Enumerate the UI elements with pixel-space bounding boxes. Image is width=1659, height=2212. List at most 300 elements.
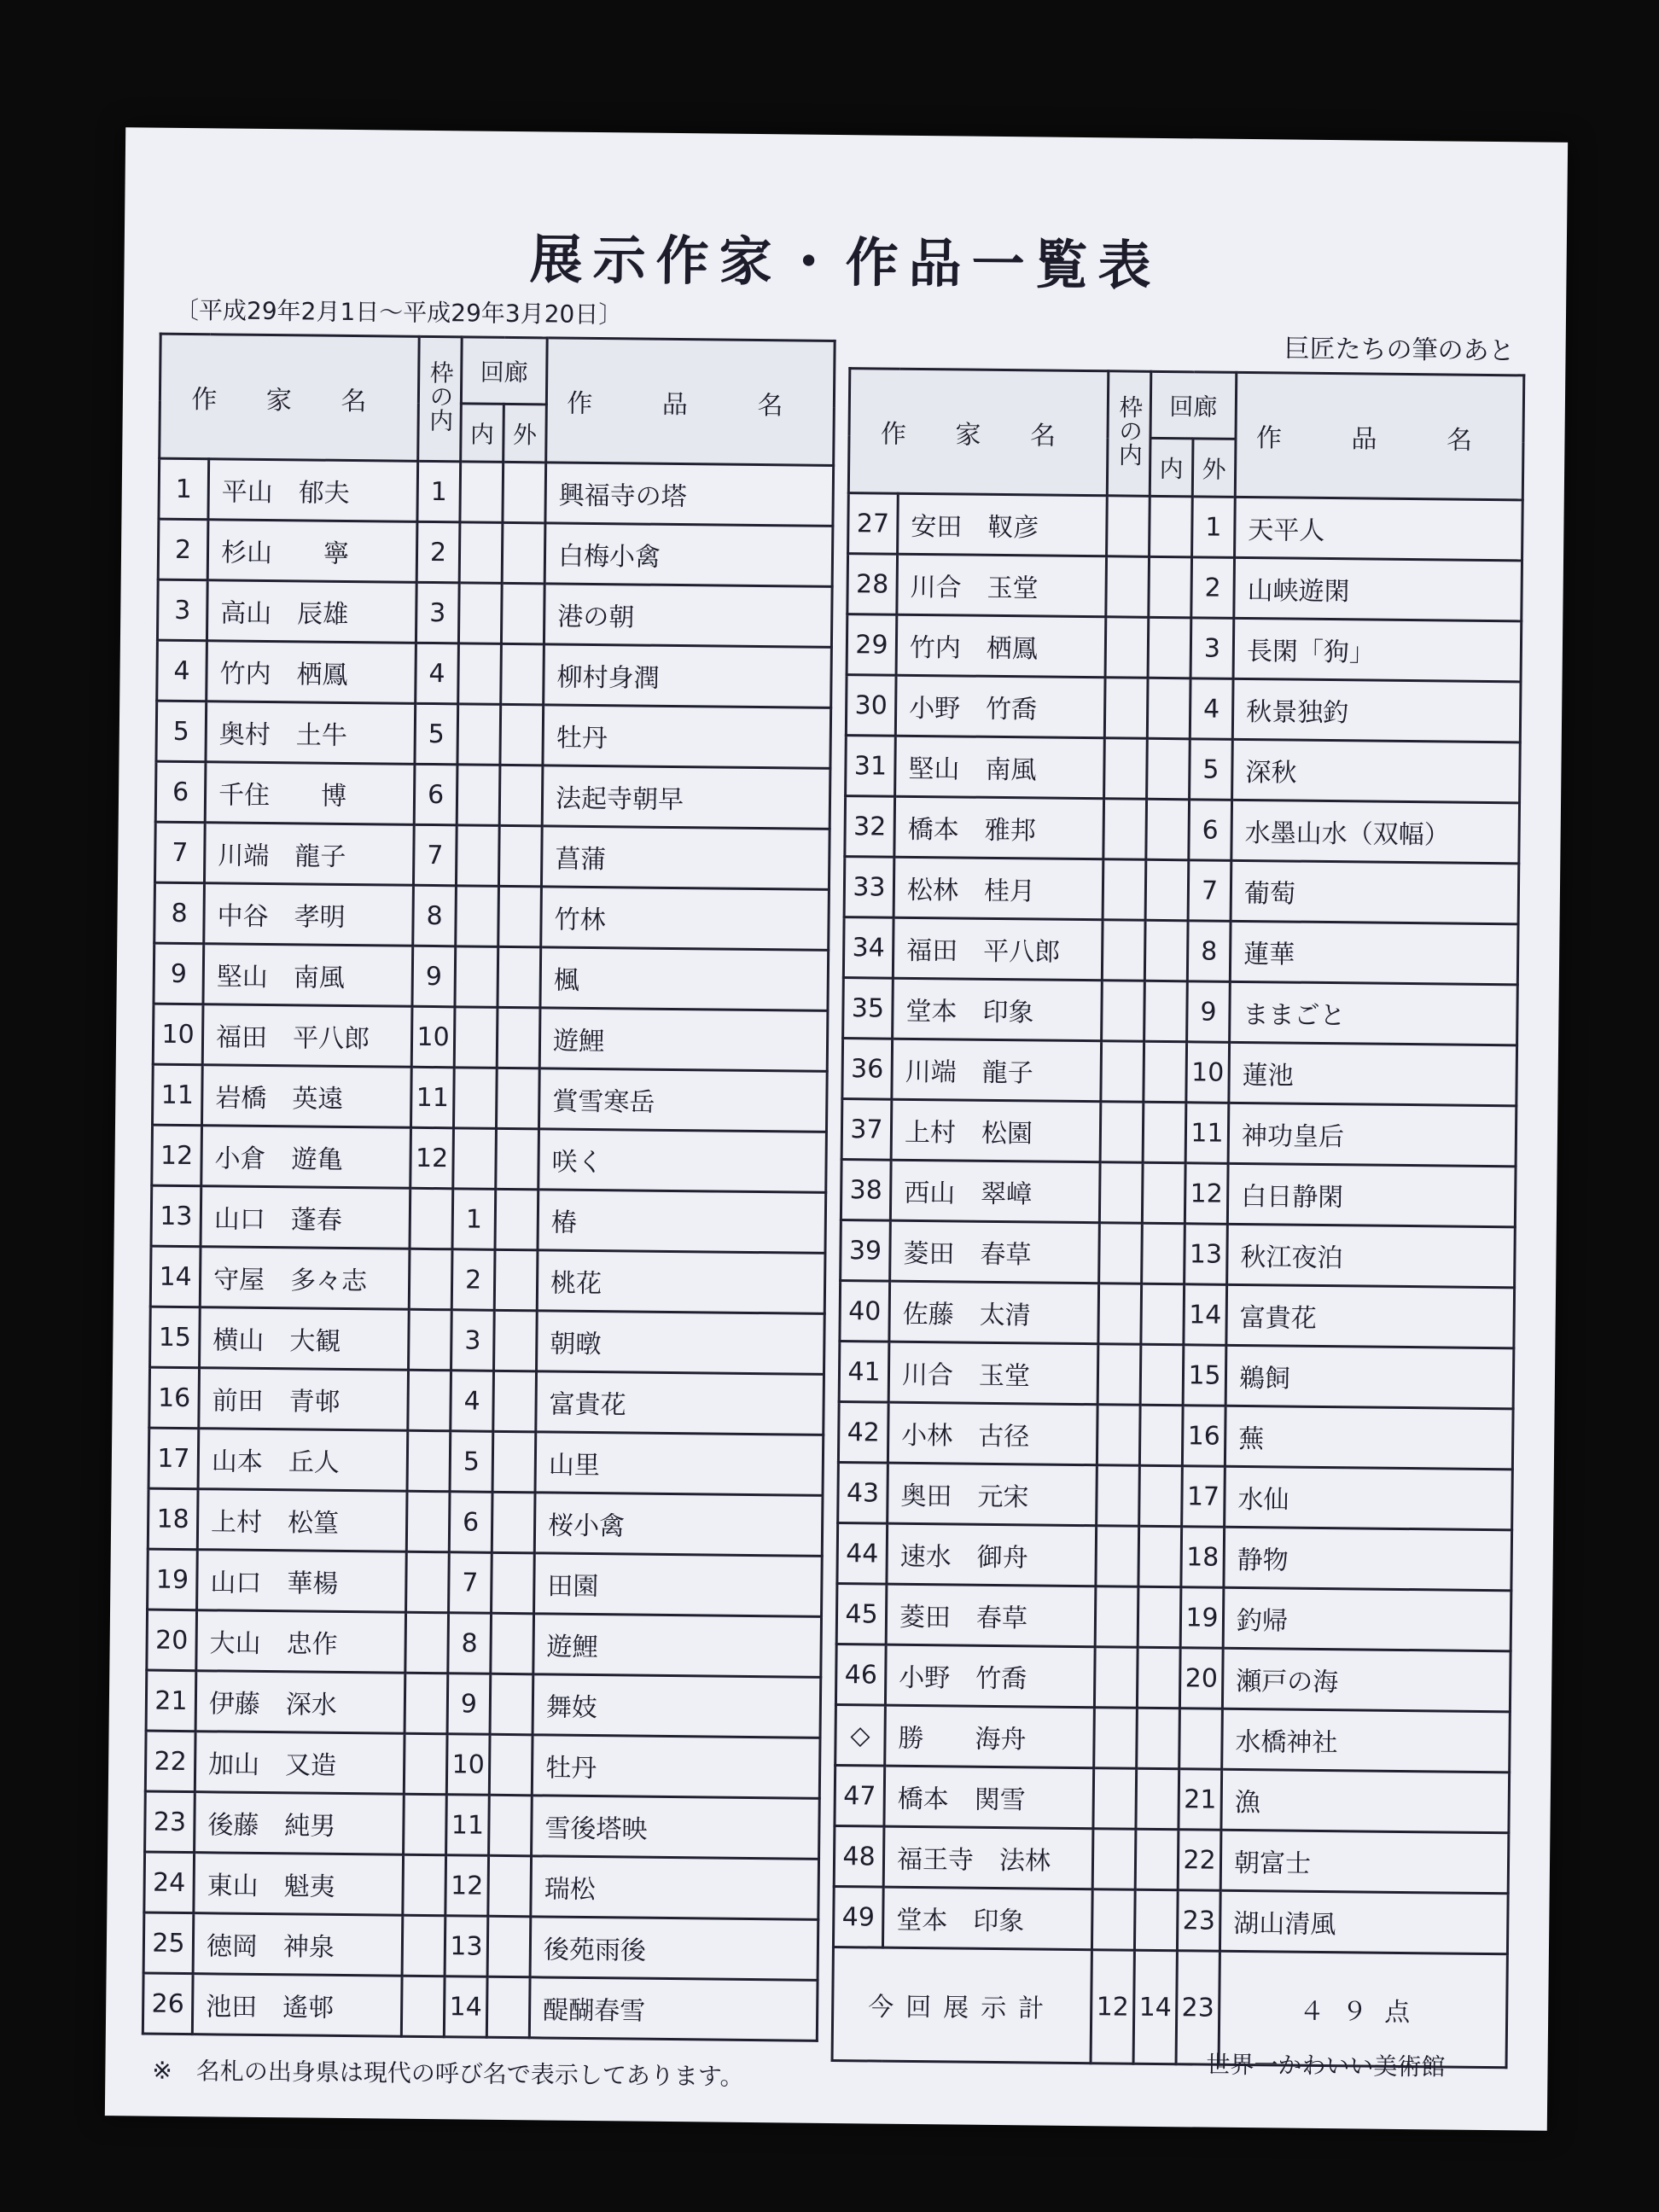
artist-name: 池田 遙邨: [192, 1974, 402, 2037]
artist-name: 徳岡 神泉: [193, 1913, 403, 1976]
header-outer: 外: [504, 404, 547, 463]
frame-count: [1104, 738, 1148, 800]
table-row: [847, 554, 1522, 621]
work-title: 漁: [1221, 1769, 1510, 1833]
corridor-outer-count: 1: [1192, 497, 1236, 558]
artist-name: 高山 辰雄: [207, 580, 416, 643]
artist-name: 加山 又造: [195, 1732, 405, 1795]
work-title: 田園: [534, 1553, 823, 1617]
artist-name: 小野 竹喬: [895, 675, 1105, 738]
corridor-inner-count: 10: [446, 1734, 490, 1796]
corridor-inner-count: [1147, 678, 1190, 739]
artist-name: 奥田 元宋: [888, 1463, 1097, 1526]
corridor-outer-count: 11: [1185, 1103, 1229, 1164]
corridor-outer-count: [497, 1068, 540, 1129]
work-title: 秋景独釣: [1232, 678, 1521, 742]
corridor-outer-count: [495, 1189, 538, 1250]
corridor-inner-count: [456, 886, 499, 947]
frame-count: 10: [411, 1006, 455, 1068]
table-row: [147, 1610, 822, 1677]
frame-count: [1097, 1344, 1141, 1406]
corridor-outer-count: [487, 1916, 531, 1977]
corridor-inner-count: [1140, 1344, 1184, 1406]
corridor-outer-count: [498, 886, 542, 947]
frame-count: 5: [415, 703, 458, 765]
artist-name: 後藤 純男: [195, 1792, 405, 1855]
corridor-outer-count: [486, 1976, 530, 2038]
frame-count: [1092, 1829, 1136, 1890]
table-row: [845, 796, 1520, 864]
corridor-outer-count: 23: [1177, 1890, 1220, 1952]
artist-name: 橋本 関雪: [884, 1766, 1094, 1829]
frame-count: [405, 1612, 449, 1674]
corridor-inner-count: [1142, 1162, 1185, 1224]
frame-count: [1091, 1889, 1135, 1951]
corridor-outer-count: 5: [1190, 739, 1233, 800]
totals-points: ４９点: [1219, 1951, 1507, 2068]
frame-count: 7: [413, 824, 457, 886]
table-row: [835, 1705, 1511, 1773]
row-number: 39: [841, 1220, 891, 1282]
row-number: 25: [143, 1912, 194, 1974]
corridor-outer-count: 6: [1189, 800, 1232, 861]
row-number: 43: [838, 1463, 888, 1524]
frame-count: [406, 1551, 450, 1613]
header-frame: 枠の内: [1107, 371, 1151, 497]
frame-count: [1107, 496, 1150, 557]
corridor-inner-count: 8: [448, 1613, 492, 1674]
table-row: [152, 1125, 827, 1192]
work-title: 後苑雨後: [530, 1917, 818, 1981]
artist-name: 堅山 南風: [895, 736, 1105, 799]
table-row: [150, 1307, 825, 1374]
artist-name: 西山 翠嶂: [890, 1160, 1100, 1223]
row-number: 48: [834, 1826, 884, 1888]
artist-name: 奥村 土牛: [206, 701, 416, 765]
frame-count: [1105, 617, 1149, 678]
row-number: 44: [837, 1523, 888, 1585]
row-number: 40: [840, 1281, 890, 1342]
artist-name: 竹内 栖鳳: [207, 641, 416, 704]
work-title: 白日静閑: [1227, 1163, 1516, 1227]
corridor-outer-count: [498, 946, 541, 1008]
row-number: 14: [150, 1246, 201, 1307]
row-number: 1: [159, 458, 209, 520]
corridor-inner-count: [1143, 1102, 1186, 1163]
corridor-outer-count: 3: [1190, 618, 1234, 679]
frame-count: [401, 1976, 445, 2037]
artist-name: 山本 丘人: [198, 1429, 408, 1492]
work-title: 港の朝: [544, 584, 832, 648]
header-corridor: 回廊: [1150, 371, 1237, 439]
row-number: 49: [833, 1887, 883, 1948]
corridor-outer-count: 18: [1181, 1527, 1225, 1588]
frame-count: [404, 1794, 447, 1855]
row-number: 2: [158, 519, 208, 580]
table-row: [834, 1826, 1509, 1894]
frame-count: 8: [413, 885, 457, 946]
table-row: [843, 917, 1518, 985]
table-row: [841, 1099, 1516, 1167]
artist-name: 平山 郁夫: [208, 459, 418, 522]
artist-name: 守屋 多々志: [200, 1247, 410, 1310]
corridor-inner-count: [1144, 1041, 1187, 1103]
frame-count: [408, 1370, 451, 1431]
row-number: 19: [148, 1549, 198, 1610]
corridor-inner-count: [1145, 859, 1189, 921]
frame-count: 3: [416, 582, 459, 643]
row-number: 28: [847, 554, 898, 615]
work-title: 遊鯉: [533, 1614, 822, 1678]
work-title: 雪後塔映: [532, 1796, 820, 1860]
corridor-outer-count: 12: [1185, 1163, 1228, 1225]
corridor-outer-count: 17: [1182, 1466, 1225, 1528]
exhibition-subtitle: 巨匠たちの筆のあと: [1284, 334, 1515, 367]
artist-name: 中谷 孝明: [204, 883, 414, 946]
artist-name: 前田 青邨: [199, 1368, 409, 1431]
corridor-outer-count: [488, 1855, 532, 1917]
page-title: 展示作家・作品一覧表: [529, 228, 1161, 297]
work-title: 富貴花: [1226, 1284, 1515, 1348]
corridor-inner-count: [459, 522, 503, 584]
work-title: 桜小禽: [534, 1493, 823, 1557]
work-title: 舞妓: [533, 1674, 821, 1738]
artist-name: 上村 松園: [891, 1099, 1101, 1162]
corridor-inner-count: [1142, 1223, 1185, 1284]
table-row: [835, 1766, 1510, 1833]
table-row: [155, 761, 830, 829]
work-title: 蕪: [1225, 1406, 1513, 1470]
corridor-inner-count: [1144, 920, 1188, 981]
artist-name: 杉山 寧: [207, 520, 417, 583]
frame-count: 9: [412, 946, 456, 1007]
row-number: 16: [149, 1367, 200, 1429]
artist-name: 川端 龍子: [892, 1039, 1102, 1102]
row-number: 42: [838, 1402, 888, 1464]
corridor-outer-count: [494, 1249, 538, 1311]
table-row: [836, 1584, 1511, 1651]
header-outer: 外: [1192, 439, 1236, 498]
row-number: 45: [836, 1584, 887, 1645]
totals-inner: 14: [1133, 1950, 1177, 2064]
row-number: 36: [842, 1039, 893, 1100]
row-number: 17: [148, 1428, 199, 1489]
work-title: 鵜飼: [1225, 1345, 1514, 1409]
corridor-inner-count: [458, 643, 502, 705]
corridor-outer-count: 19: [1180, 1587, 1224, 1649]
corridor-inner-count: [455, 946, 498, 1008]
corridor-inner-count: [453, 1128, 497, 1190]
corridor-inner-count: 13: [445, 1916, 488, 1977]
corridor-inner-count: 7: [449, 1552, 492, 1614]
table-row: [159, 458, 834, 526]
corridor-outer-count: 13: [1185, 1224, 1228, 1285]
exhibit-list-sheet: [105, 127, 1568, 2131]
row-number: 9: [154, 943, 204, 1004]
corridor-outer-count: [502, 522, 545, 584]
corridor-outer-count: [496, 1128, 539, 1190]
table-row: [838, 1463, 1513, 1530]
frame-count: 1: [417, 461, 461, 522]
frame-count: [409, 1309, 452, 1371]
frame-count: [409, 1249, 452, 1310]
corridor-outer-count: [493, 1371, 537, 1432]
work-title: 水仙: [1225, 1466, 1513, 1530]
frame-count: [1106, 556, 1150, 618]
work-title: 秋江夜泊: [1227, 1224, 1516, 1288]
work-title: 富貴花: [536, 1371, 824, 1435]
frame-count: 12: [410, 1127, 454, 1189]
corridor-outer-count: [1179, 1708, 1223, 1770]
row-number: 21: [146, 1670, 196, 1732]
work-title: 山里: [535, 1432, 824, 1496]
row-number: 31: [846, 736, 896, 797]
artist-name: 堂本 印象: [882, 1887, 1092, 1950]
table-row: [838, 1402, 1513, 1470]
frame-count: [1093, 1768, 1137, 1830]
frame-count: [1103, 859, 1146, 921]
corridor-inner-count: 1: [452, 1189, 496, 1250]
row-number: 4: [157, 640, 207, 701]
header-inner: 内: [461, 404, 504, 463]
work-title: 瑞松: [531, 1856, 819, 1920]
corridor-inner-count: [1138, 1526, 1182, 1587]
table-row: [153, 1004, 828, 1071]
corridor-outer-count: 7: [1188, 860, 1231, 922]
work-title: 桃花: [537, 1250, 825, 1314]
work-title: 朝暾: [537, 1311, 825, 1375]
row-number: 29: [847, 614, 897, 676]
row-number: 20: [147, 1610, 197, 1671]
corridor-inner-count: 14: [444, 1976, 487, 2038]
table-row: [144, 1852, 819, 1919]
artist-name: 山口 華楊: [197, 1550, 407, 1613]
table-row: [148, 1488, 823, 1556]
header-artist: 作 家 名: [848, 369, 1109, 496]
frame-count: [1094, 1647, 1138, 1708]
frame-count: 2: [416, 521, 460, 583]
artist-name: 竹内 栖鳳: [896, 614, 1106, 678]
table-row: [833, 1887, 1508, 1954]
table-row: [151, 1185, 826, 1253]
frame-count: [410, 1188, 453, 1249]
frame-count: 6: [414, 764, 457, 825]
work-title: 牡丹: [532, 1735, 820, 1799]
table-row: [846, 736, 1521, 803]
corridor-inner-count: [1137, 1708, 1180, 1769]
work-title: 蓮華: [1230, 921, 1518, 985]
artist-name: 橋本 雅邦: [894, 796, 1104, 859]
corridor-inner-count: 11: [446, 1795, 490, 1856]
artist-name: 川合 玉堂: [897, 554, 1107, 617]
work-title: 瀬戸の海: [1222, 1648, 1511, 1712]
exhibition-period: 〔平成29年2月1日～平成29年3月20日〕: [174, 295, 623, 329]
artist-name: 菱田 春草: [890, 1220, 1100, 1284]
frame-count: [405, 1673, 448, 1734]
artist-name: 福田 平八郎: [893, 917, 1103, 981]
work-title: 法起寺朝早: [542, 765, 830, 830]
frame-count: [1103, 799, 1147, 860]
work-title: 楓: [540, 947, 829, 1011]
corridor-inner-count: [1137, 1647, 1180, 1708]
table-row: [835, 1644, 1511, 1712]
work-title: 柳村身潤: [544, 644, 832, 708]
museum-name: 世界一かわいい美術館: [1206, 2050, 1446, 2081]
artist-name: 東山 魁夷: [194, 1853, 404, 1916]
row-number: 13: [151, 1185, 201, 1247]
corridor-outer-count: 20: [1179, 1648, 1223, 1709]
work-title: 葡萄: [1231, 860, 1519, 924]
header-work: 作 品 名: [546, 338, 835, 466]
totals-outer: 23: [1176, 1951, 1220, 2065]
table-row: [841, 1220, 1516, 1288]
row-number: 37: [841, 1099, 892, 1161]
table-row: [149, 1367, 824, 1435]
table-row: [157, 579, 832, 647]
row-number: 24: [144, 1852, 195, 1913]
corridor-inner-count: [1139, 1465, 1183, 1527]
table-row: [839, 1342, 1514, 1409]
corridor-outer-count: 2: [1191, 557, 1235, 619]
row-number: 34: [843, 917, 894, 979]
table-row: [844, 857, 1519, 924]
row-number: 35: [843, 978, 894, 1039]
row-number: 47: [835, 1766, 885, 1827]
row-number: 18: [148, 1488, 198, 1550]
frame-count: [404, 1733, 447, 1795]
corridor-outer-count: [489, 1795, 533, 1856]
row-number: 8: [154, 882, 205, 944]
totals-frame: 12: [1091, 1950, 1134, 2064]
work-title: 水橋神社: [1222, 1708, 1511, 1773]
row-number: 30: [846, 675, 896, 736]
corridor-inner-count: [460, 462, 504, 523]
table-row: [145, 1791, 820, 1859]
work-title: ままごと: [1230, 981, 1518, 1045]
corridor-outer-count: [500, 704, 544, 765]
table-row: [154, 943, 829, 1010]
work-title: 椿: [538, 1190, 826, 1254]
table-row: [145, 1731, 820, 1798]
table-row: [842, 1039, 1517, 1106]
row-number: 10: [153, 1004, 203, 1065]
artist-name: 千住 博: [205, 762, 415, 825]
artist-name: 菱田 春草: [886, 1584, 1096, 1647]
frame-count: [406, 1491, 450, 1552]
row-number: 23: [145, 1791, 195, 1853]
work-title: 賞雪寒岳: [539, 1068, 828, 1132]
work-title: 天平人: [1235, 497, 1523, 561]
table-row: [143, 1973, 818, 2040]
corridor-inner-count: [1146, 799, 1190, 860]
corridor-outer-count: [492, 1552, 535, 1614]
frame-count: [1102, 920, 1145, 981]
header-artist: 作 家 名: [160, 334, 420, 461]
frame-count: [1094, 1708, 1138, 1769]
work-title: 長閑「狗」: [1233, 618, 1522, 682]
work-title: 静物: [1224, 1527, 1512, 1591]
corridor-outer-count: [494, 1310, 538, 1371]
corridor-outer-count: 8: [1187, 921, 1231, 982]
artist-name: 福王寺 法林: [883, 1826, 1093, 1889]
row-number: ◇: [835, 1705, 886, 1767]
artist-name: 堅山 南風: [203, 944, 413, 1007]
work-title: 咲く: [538, 1129, 827, 1193]
work-title: 白梅小禽: [544, 523, 833, 587]
table-row: [143, 1912, 818, 1980]
frame-count: [402, 1915, 445, 1976]
table-row: [148, 1428, 824, 1495]
artist-name: 松林 桂月: [894, 857, 1103, 920]
row-number: 7: [154, 822, 205, 883]
artist-name: 勝 海舟: [885, 1705, 1095, 1768]
table-row: [837, 1523, 1512, 1591]
row-number: 26: [143, 1973, 193, 2034]
artist-name: 川端 龍子: [204, 823, 414, 886]
frame-count: 4: [416, 643, 459, 704]
row-number: 3: [157, 579, 207, 641]
corridor-outer-count: 16: [1182, 1406, 1225, 1467]
artist-name: 安田 靫彦: [898, 493, 1108, 556]
corridor-inner-count: [1148, 617, 1191, 678]
table-row: [153, 1064, 828, 1132]
artist-name: 伊藤 深水: [195, 1671, 405, 1734]
artist-name: 小林 古径: [888, 1402, 1097, 1465]
table-row: [154, 882, 830, 950]
frame-count: [1101, 1041, 1144, 1103]
work-title: 遊鯉: [539, 1008, 828, 1072]
frame-count: [1099, 1223, 1143, 1284]
table-row: [840, 1281, 1515, 1348]
corridor-inner-count: 5: [450, 1431, 493, 1493]
corridor-inner-count: [454, 1068, 498, 1129]
header-work: 作 品 名: [1235, 372, 1524, 500]
work-title: 深秋: [1232, 739, 1521, 803]
table-row: [150, 1246, 825, 1313]
row-number: 38: [841, 1160, 891, 1221]
frame-count: [1100, 1102, 1144, 1163]
corridor-inner-count: [454, 1007, 498, 1068]
row-number: 5: [156, 701, 207, 762]
table-row: [157, 640, 832, 707]
artist-name: 佐藤 太清: [889, 1281, 1099, 1344]
corridor-inner-count: [1134, 1889, 1178, 1951]
frame-count: [1097, 1465, 1140, 1527]
row-number: 41: [839, 1342, 889, 1403]
corridor-inner-count: [456, 825, 499, 887]
header-corridor: 回廊: [461, 337, 547, 405]
work-title: 神功皇后: [1228, 1103, 1516, 1167]
table-row: [847, 614, 1522, 682]
work-title: 牡丹: [543, 705, 831, 769]
work-title: 竹林: [541, 887, 830, 951]
corridor-inner-count: [1136, 1768, 1179, 1830]
corridor-outer-count: [497, 1007, 540, 1068]
artist-name: 小倉 遊亀: [201, 1126, 411, 1189]
table-row: [148, 1549, 823, 1616]
row-number: 15: [150, 1307, 201, 1368]
corridor-inner-count: 6: [449, 1492, 492, 1553]
corridor-outer-count: 4: [1190, 678, 1233, 740]
corridor-outer-count: [503, 462, 546, 523]
corridor-inner-count: 4: [451, 1371, 494, 1432]
work-title: 湖山清風: [1220, 1890, 1508, 1954]
corridor-inner-count: [1147, 738, 1190, 800]
corridor-outer-count: [489, 1734, 533, 1796]
corridor-outer-count: 10: [1186, 1042, 1230, 1103]
row-number: 27: [848, 493, 899, 555]
corridor-outer-count: [491, 1613, 534, 1674]
